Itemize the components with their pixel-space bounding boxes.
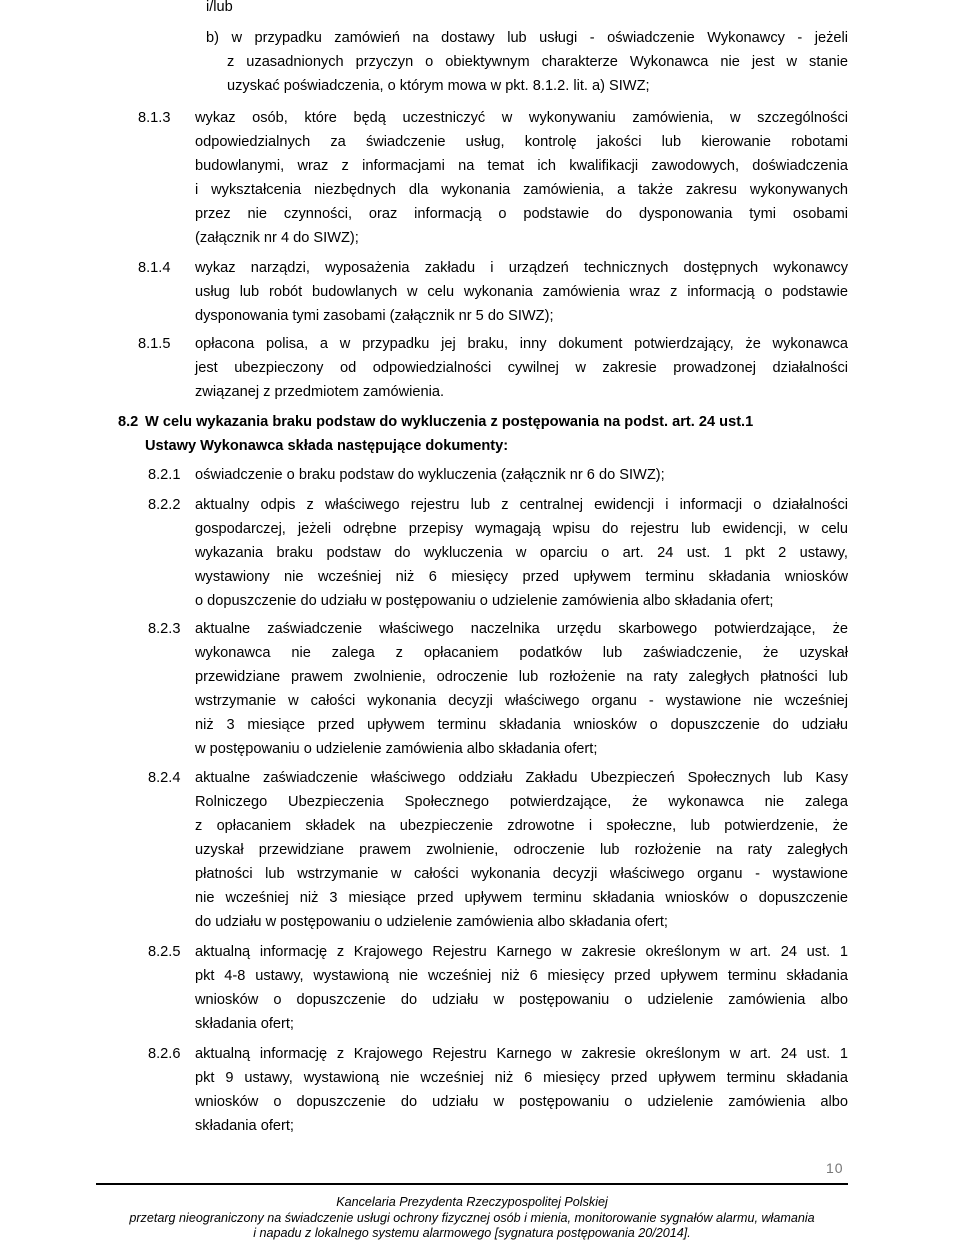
- section-line: wykazania braku podstaw do wykluczenia w oparciu o art. 24 ust. 1 pkt 2 ustawy,: [195, 545, 848, 561]
- section-line: oświadczenie o braku podstaw do wykluczenia (załącznik nr 6 do SIWZ);: [195, 467, 665, 483]
- section-line: niż 3 miesiące przed upływem terminu składania wniosków o dopuszczenie do udziału: [195, 717, 848, 733]
- section-line: związanej z przedmiotem zamówienia.: [195, 384, 445, 400]
- section-line: budowlanymi, wraz z informacjami na temat ich kwalifikacji zawodowych, doświadczenia: [195, 158, 848, 174]
- section-line: wykonawca nie zalega z opłacaniem podatków lub zaświadczenie, że uzyskał: [195, 645, 848, 661]
- section-line: pkt 9 ustawy, wystawioną nie wcześniej niż 6 miesięcy przed upływem terminu składania: [195, 1070, 848, 1086]
- section-number: 8.2.3: [148, 621, 181, 637]
- section-number: 8.1.5: [138, 336, 171, 352]
- section-number: 8.1.3: [138, 110, 171, 126]
- section-line: wykaz narządzi, wyposażenia zakładu i urządzeń technicznych dostępnych wykonawcy: [195, 260, 848, 276]
- section-line: wniosków o dopuszczenie do udziału w postępowaniu o udzielenie zamówienia albo: [195, 1094, 848, 1110]
- page-number: 10: [826, 1160, 844, 1176]
- section-number: 8.2.6: [148, 1046, 181, 1062]
- section-line: aktualne zaświadczenie właściwego oddziału Zakładu Ubezpieczeń Społecznych lub Kasy: [195, 770, 848, 786]
- section-number: 8.2.2: [148, 497, 181, 513]
- section-line: i wykształcenia niezbędnych dla wykonania zamówienia, a także zakresu wykonywanych: [195, 182, 848, 198]
- footer-office: Kancelaria Prezydenta Rzeczypospolitej Polskiej: [336, 1195, 608, 1209]
- section-line: składania ofert;: [195, 1016, 294, 1032]
- section-line: aktualną informację z Krajowego Rejestru Karnego w zakresie określonym w art. 24 ust. 1: [195, 1046, 848, 1062]
- section-line: płatności lub wstrzymanie w całości wykonania decyzji właściwego organu - wystawione: [195, 866, 848, 882]
- item-b-line: z uzasadnionych przyczyn o obiektywnym charakterze Wykonawca nie jest w stanie: [227, 54, 848, 70]
- section-line: dysponowania tymi zasobami (załącznik nr 5 do SIWZ);: [195, 308, 554, 324]
- top-fragment: i/lub: [206, 0, 233, 15]
- section-line: aktualne zaświadczenie właściwego naczelnika urzędu skarbowego potwierdzające, że: [195, 621, 848, 637]
- section-line: wystawiony nie wcześniej niż 6 miesięcy przed upływem terminu składania wniosków: [195, 569, 848, 585]
- section-line: usług lub robót budowlanych w celu wykonania zamówienia wraz z informacją o podstawie: [195, 284, 848, 300]
- section-line: odpowiedzialnych za świadczenie usług, kontrolę jakości lub kierowanie robotami: [195, 134, 848, 150]
- section-number: 8.1.4: [138, 260, 171, 276]
- section-line: opłacona polisa, a w przypadku jej braku, inny dokument potwierdzający, że wykonawca: [195, 336, 848, 352]
- section-line: z opłacaniem składek na ubezpieczenie zdrowotne i społeczne, lub potwierdzenie, że: [195, 818, 848, 834]
- section-line: przez nie czynności, oraz informacją o podstawie do dysponowania tymi osobami: [195, 206, 848, 222]
- footer-description-cont: i napadu z lokalnego systemu alarmowego [sygnatura postępowania 20/2014].: [253, 1226, 691, 1240]
- section-line: do udziału w postępowaniu o udzielenie zamówienia albo składania ofert;: [195, 914, 668, 930]
- item-b-line: b) w przypadku zamówień na dostawy lub usługi - oświadczenie Wykonawcy - jeżeli: [206, 30, 848, 46]
- section-line: Rolniczego Ubezpieczenia Społecznego potwierdzające, że wykonawca nie zalega: [195, 794, 848, 810]
- section-line: przewidziane prawem zwolnienie, odroczenie lub rozłożenie na raty zaległych płatności lub: [195, 669, 848, 685]
- section-line: (załącznik nr 4 do SIWZ);: [195, 230, 359, 246]
- section-number: 8.2: [118, 414, 139, 430]
- section-number: 8.2.4: [148, 770, 181, 786]
- section-line: wniosków o dopuszczenie do udziału w postępowaniu o udzielenie zamówienia albo: [195, 992, 848, 1008]
- section-line: aktualny odpis z właściwego rejestru lub z centralnej ewidencji i informacji o działalności: [195, 497, 848, 513]
- section-line: wstrzymanie w całości wykonania decyzji właściwego organu - wystawione nie wcześniej: [195, 693, 848, 709]
- footer-description: przetarg nieograniczony na świadczenie usługi ochrony fizycznej osób i mienia, monitorowanie sygnałów alarmu, włamania: [129, 1211, 815, 1225]
- section-heading-line: W celu wykazania braku podstaw do wykluczenia z postępowania na podst. art. 24 ust.1: [145, 414, 754, 430]
- item-b-line: uzyskać poświadczenia, o którym mowa w pkt. 8.1.2. lit. a) SIWZ;: [227, 78, 650, 94]
- section-heading-line: Ustawy Wykonawca składa następujące dokumenty:: [145, 438, 509, 454]
- section-line: aktualną informację z Krajowego Rejestru Karnego w zakresie określonym w art. 24 ust. 1: [195, 944, 848, 960]
- section-line: jest ubezpieczony od odpowiedzialności cywilnej w zakresie prowadzonej działalności: [195, 360, 848, 376]
- footer-rule: [96, 1183, 848, 1185]
- section-number: 8.2.5: [148, 944, 181, 960]
- section-line: uzyskał przewidziane prawem zwolnienie, odroczenie lub rozłożenie na raty zaległych: [195, 842, 848, 858]
- section-line: pkt 4-8 ustawy, wystawioną nie wcześniej niż 6 miesięcy przed upływem terminu składania: [195, 968, 848, 984]
- section-number: 8.2.1: [148, 467, 181, 483]
- section-line: w postępowaniu o udzielenie zamówienia albo składania ofert;: [195, 741, 598, 757]
- section-line: o dopuszczenie do udziału w postępowaniu o udzielenie zamówienia albo składania ofert;: [195, 593, 774, 609]
- section-line: gospodarczej, jeżeli odrębne przepisy wymagają wpisu do rejestru lub ewidencji, w celu: [195, 521, 848, 537]
- section-line: składania ofert;: [195, 1118, 294, 1134]
- section-line: nie wcześniej niż 3 miesiące przed upływem terminu składania wniosków o dopuszczenie: [195, 890, 848, 906]
- section-line: wykaz osób, które będą uczestniczyć w wykonywaniu zamówienia, w szczególności: [195, 110, 848, 126]
